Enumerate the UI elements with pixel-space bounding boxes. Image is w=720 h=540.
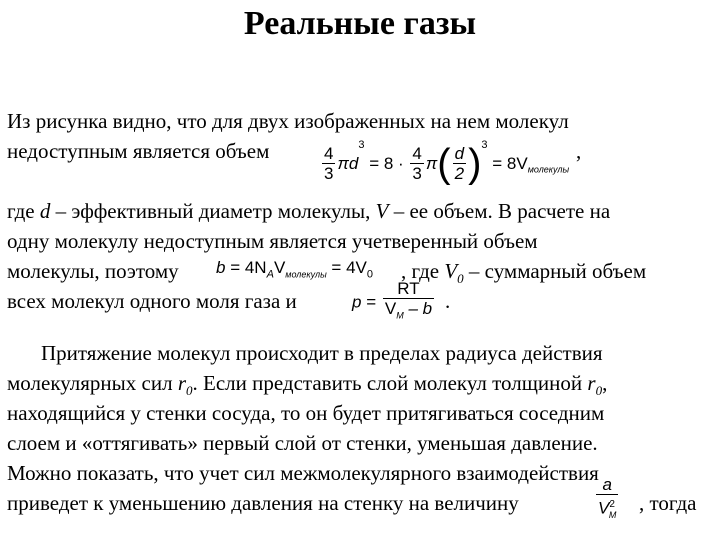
formula-pressure: p = $\frac{RT}{V_M - b}$: [352, 279, 433, 321]
slide-title: Реальные газы: [243, 5, 477, 42]
formula-b-constant: $b = 4N_AV_{молекулы} = 4V_0$: [216, 258, 373, 281]
text-line: Из рисунка видно, что для двух изображенных на нем молекул: [7, 109, 569, 133]
text-line: недоступным является объем: [7, 139, 270, 163]
paragraph-2: где d – эффективный диаметр молекулы, V – ее объем. В расчете на одну молекулу недоступным является учетверенный объем молекулы, поэтому , где $V_0$ – суммарный объем всех молекул одного моля газа и .: [7, 199, 647, 313]
paragraph-3: Притяжение молекул происходит в пределах радиуса действия молекулярных сил $r_0$. Если представить слой молекул толщиной $r_0$, находящийся у стенки сосуда, то он будет притягиваться соседним слоем и «оттягивать» первый слой от стенки, уменьшая давление. Можно показать, что учет сил межмолекулярного взаимодействия приведет к уменьшению давления на стенку на величину , тогда: [7, 341, 697, 515]
formula-pressure-correction: $\frac{a}{V^2_M}$: [598, 475, 617, 521]
formula-excluded-volume: $\frac{4}{3}$ $\pi d^3 = 8$ · $\frac{4}{3}$ π( $\frac{d}{2}$ )$^3 = 8V_{молекулы}$: [324, 139, 570, 186]
text-comma: ,: [576, 139, 582, 163]
